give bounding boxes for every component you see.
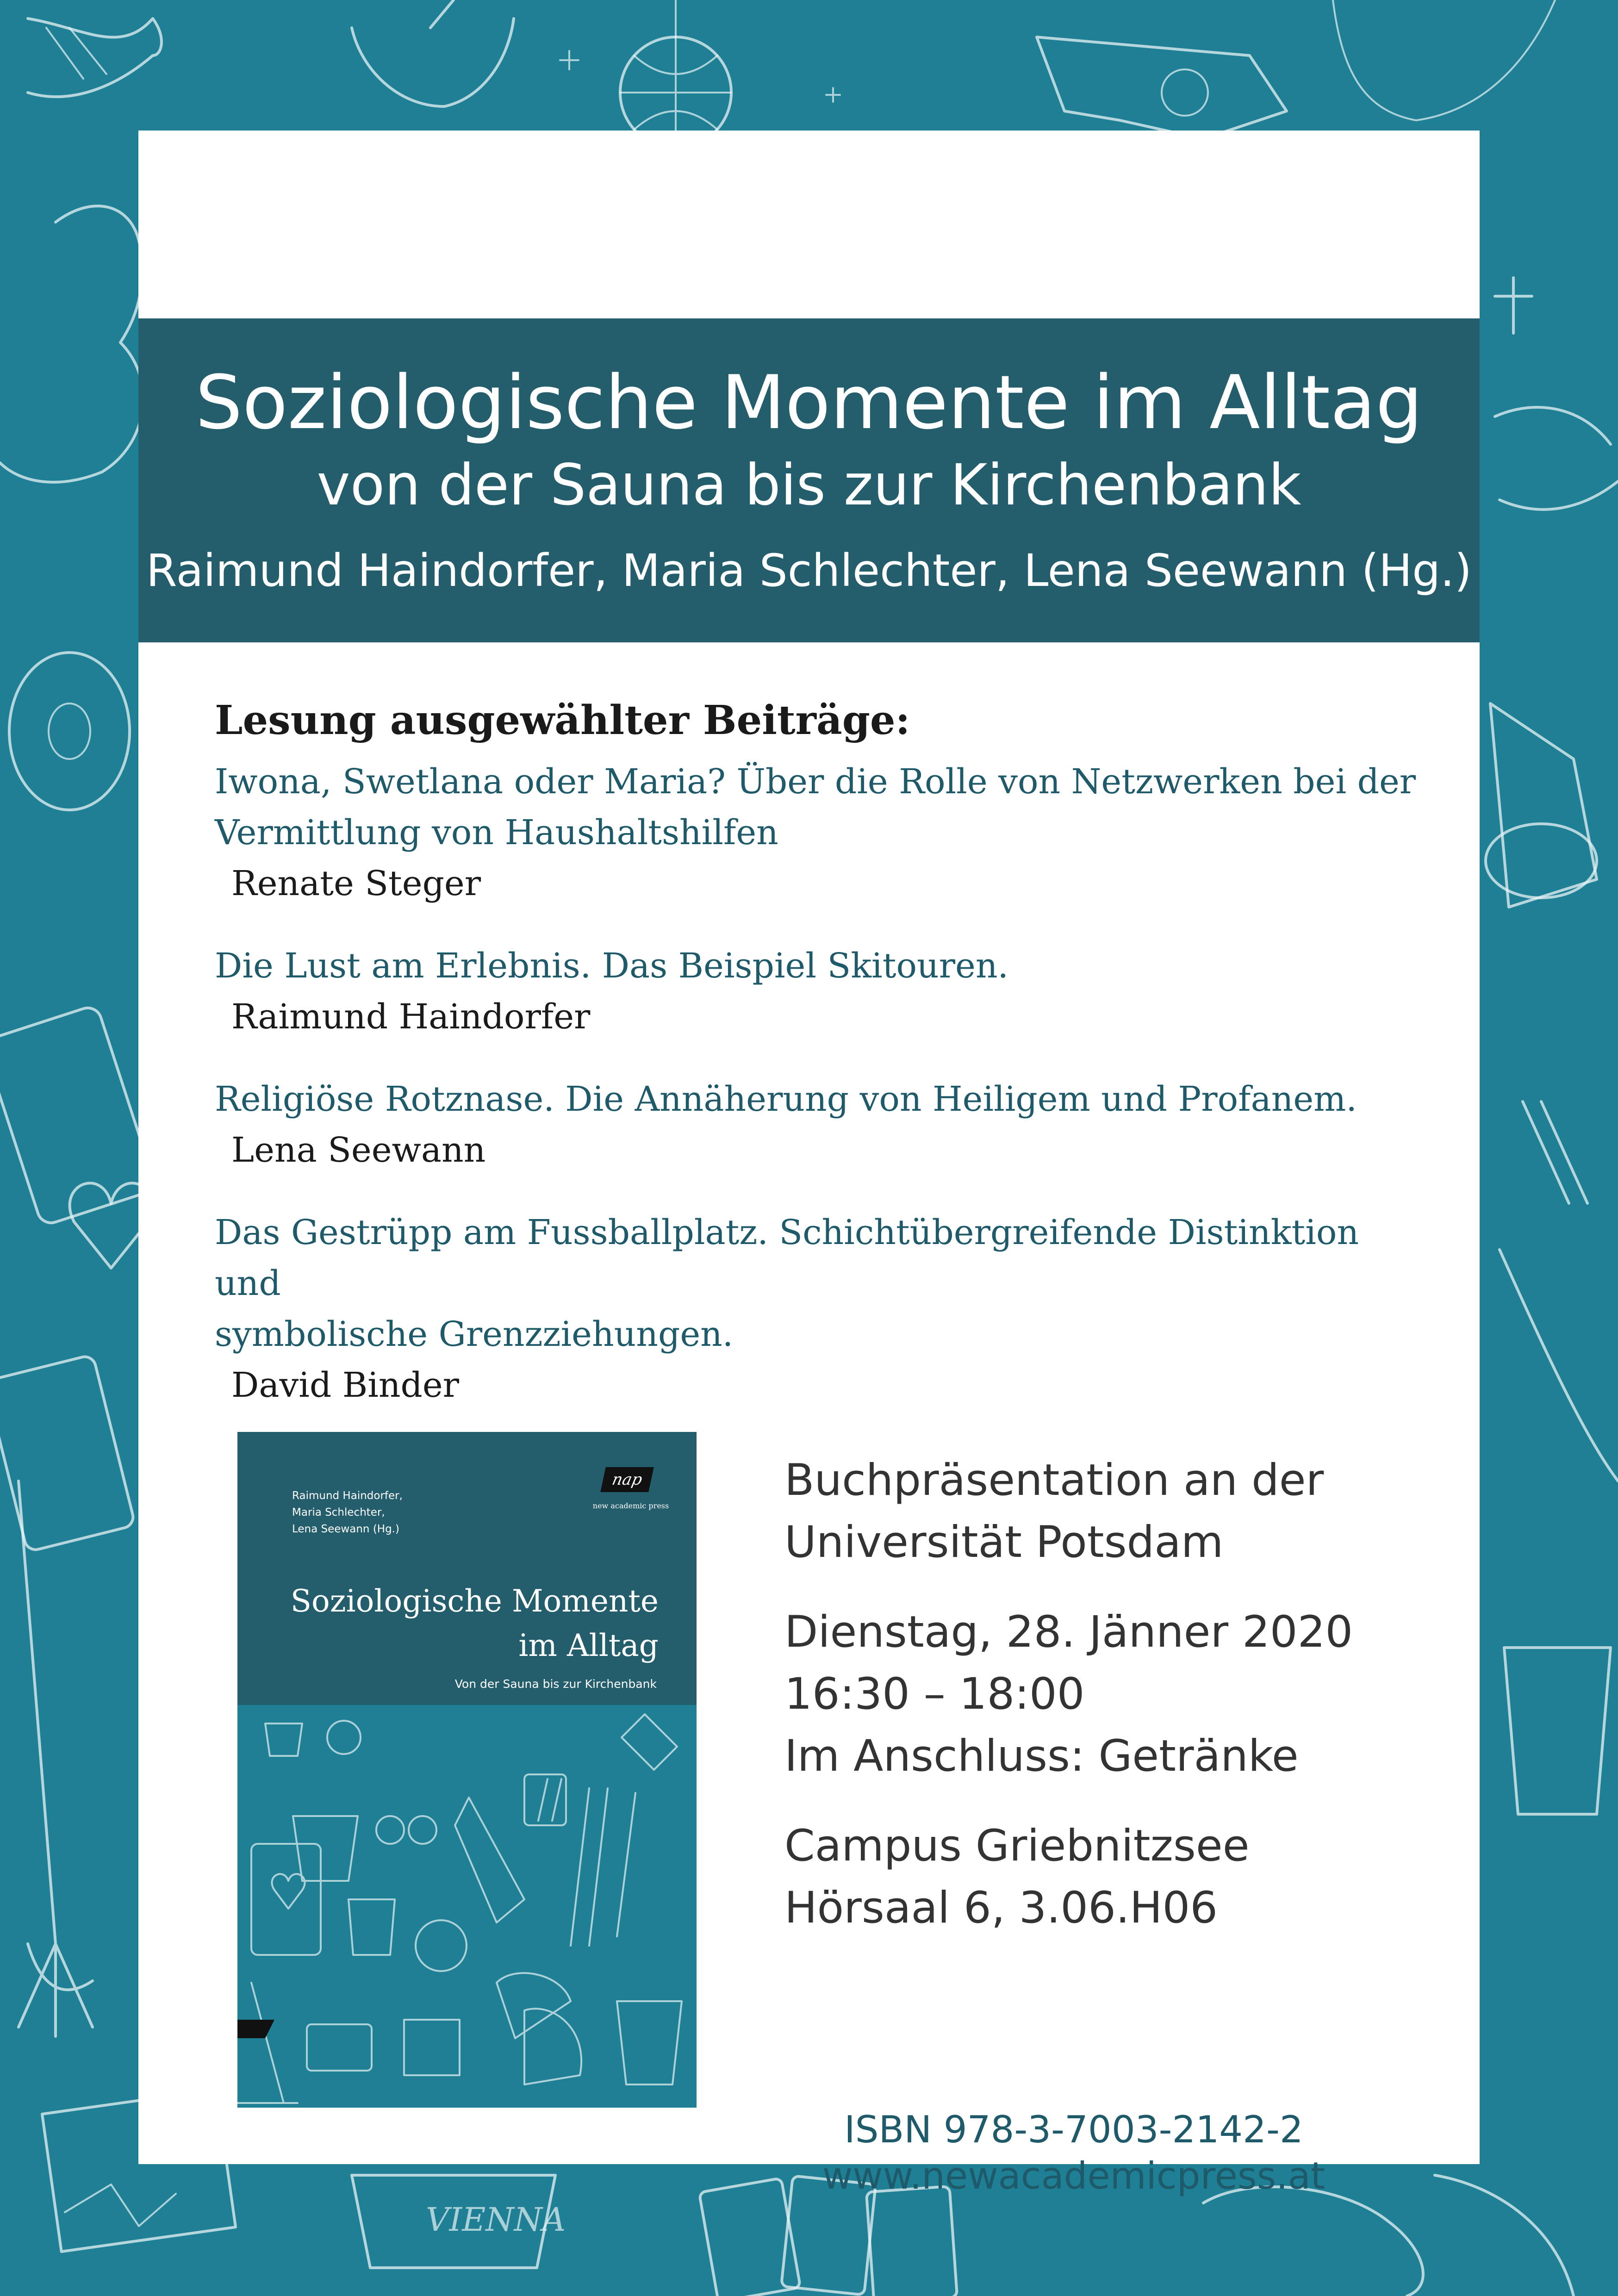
reading-entry bbox=[215, 940, 1418, 1042]
entry-author: Raimund Haindorfer bbox=[231, 997, 591, 1037]
event-intro: Buchpräsentation an der bbox=[784, 1455, 1324, 1506]
event-extra: Im Anschluss: Getränke bbox=[784, 1731, 1299, 1781]
publisher-name: new academic press bbox=[592, 1501, 669, 1510]
entry-title: Iwona, Swetlana oder Maria? Über die Rolle von Netzwerken bei der bbox=[215, 762, 1416, 802]
event-time: 16:30 – 18:00 bbox=[784, 1669, 1085, 1719]
cover-author: Raimund Haindorfer, bbox=[292, 1490, 403, 1502]
event-subtitle: von der Sauna bis zur Kirchenbank bbox=[317, 452, 1301, 518]
cover-title bbox=[291, 1579, 659, 1668]
event-date: Dienstag, 28. Jänner 2020 bbox=[784, 1607, 1353, 1657]
event-venue-block bbox=[784, 1815, 1442, 1939]
cover-header bbox=[237, 1432, 697, 1705]
event-title: Soziologische Momente im Alltag bbox=[195, 359, 1423, 446]
cover-title-line: Soziologische Momente bbox=[290, 1583, 659, 1619]
publisher-logo: nap bbox=[600, 1467, 653, 1492]
reading-list bbox=[215, 695, 1418, 1442]
cover-subtitle: Von der Sauna bis zur Kirchenbank bbox=[454, 1677, 657, 1691]
event-host: Universität Potsdam bbox=[784, 1517, 1224, 1568]
event-location-block bbox=[784, 1450, 1442, 1574]
book-cover bbox=[237, 1432, 697, 2108]
vienna-sticker-text: VIENNA bbox=[426, 2201, 566, 2239]
entry-author: Lena Seewann bbox=[231, 1130, 486, 1170]
reading-entry bbox=[215, 1207, 1418, 1411]
entry-author: David Binder bbox=[231, 1365, 460, 1405]
reading-heading: Lesung ausgewählter Beiträge: bbox=[215, 697, 910, 744]
entry-title: Die Lust am Erlebnis. Das Beispiel Skitouren. bbox=[215, 946, 1009, 986]
book-footer bbox=[784, 2107, 1363, 2199]
isbn-text: ISBN 978-3-7003-2142-2 bbox=[844, 2108, 1303, 2151]
title-banner bbox=[138, 318, 1480, 642]
cover-authors bbox=[292, 1487, 403, 1537]
publisher-url[interactable]: www.newacademicpress.at bbox=[822, 2154, 1326, 2197]
reading-entry bbox=[215, 756, 1418, 909]
entry-title-continued: symbolische Grenzziehungen. bbox=[215, 1314, 734, 1354]
entry-title: Das Gestrüpp am Fussballplatz. Schichtübergreifende Distinktion und bbox=[215, 1213, 1359, 1303]
entry-title: Religiöse Rotznase. Die Annäherung von Heiligem und Profanem. bbox=[215, 1079, 1357, 1119]
event-room: Hörsaal 6, 3.06.H06 bbox=[784, 1883, 1218, 1933]
reading-entry bbox=[215, 1074, 1418, 1176]
entry-title-continued: Vermittlung von Haushaltshilfen bbox=[215, 813, 778, 852]
cover-illustrations bbox=[237, 1705, 697, 2108]
entry-author: Renate Steger bbox=[231, 864, 481, 903]
cover-author: Maria Schlechter, bbox=[292, 1506, 385, 1518]
event-venue: Campus Griebnitzsee bbox=[784, 1821, 1250, 1871]
cover-author: Lena Seewann (Hg.) bbox=[292, 1523, 399, 1535]
poster-paper bbox=[138, 131, 1480, 2197]
event-time-block bbox=[784, 1601, 1442, 1787]
editors-line: Raimund Haindorfer, Maria Schlechter, Lena Seewann (Hg.) bbox=[146, 545, 1472, 597]
event-details bbox=[784, 1450, 1442, 1967]
cover-title-line: im Alltag bbox=[518, 1628, 659, 1663]
